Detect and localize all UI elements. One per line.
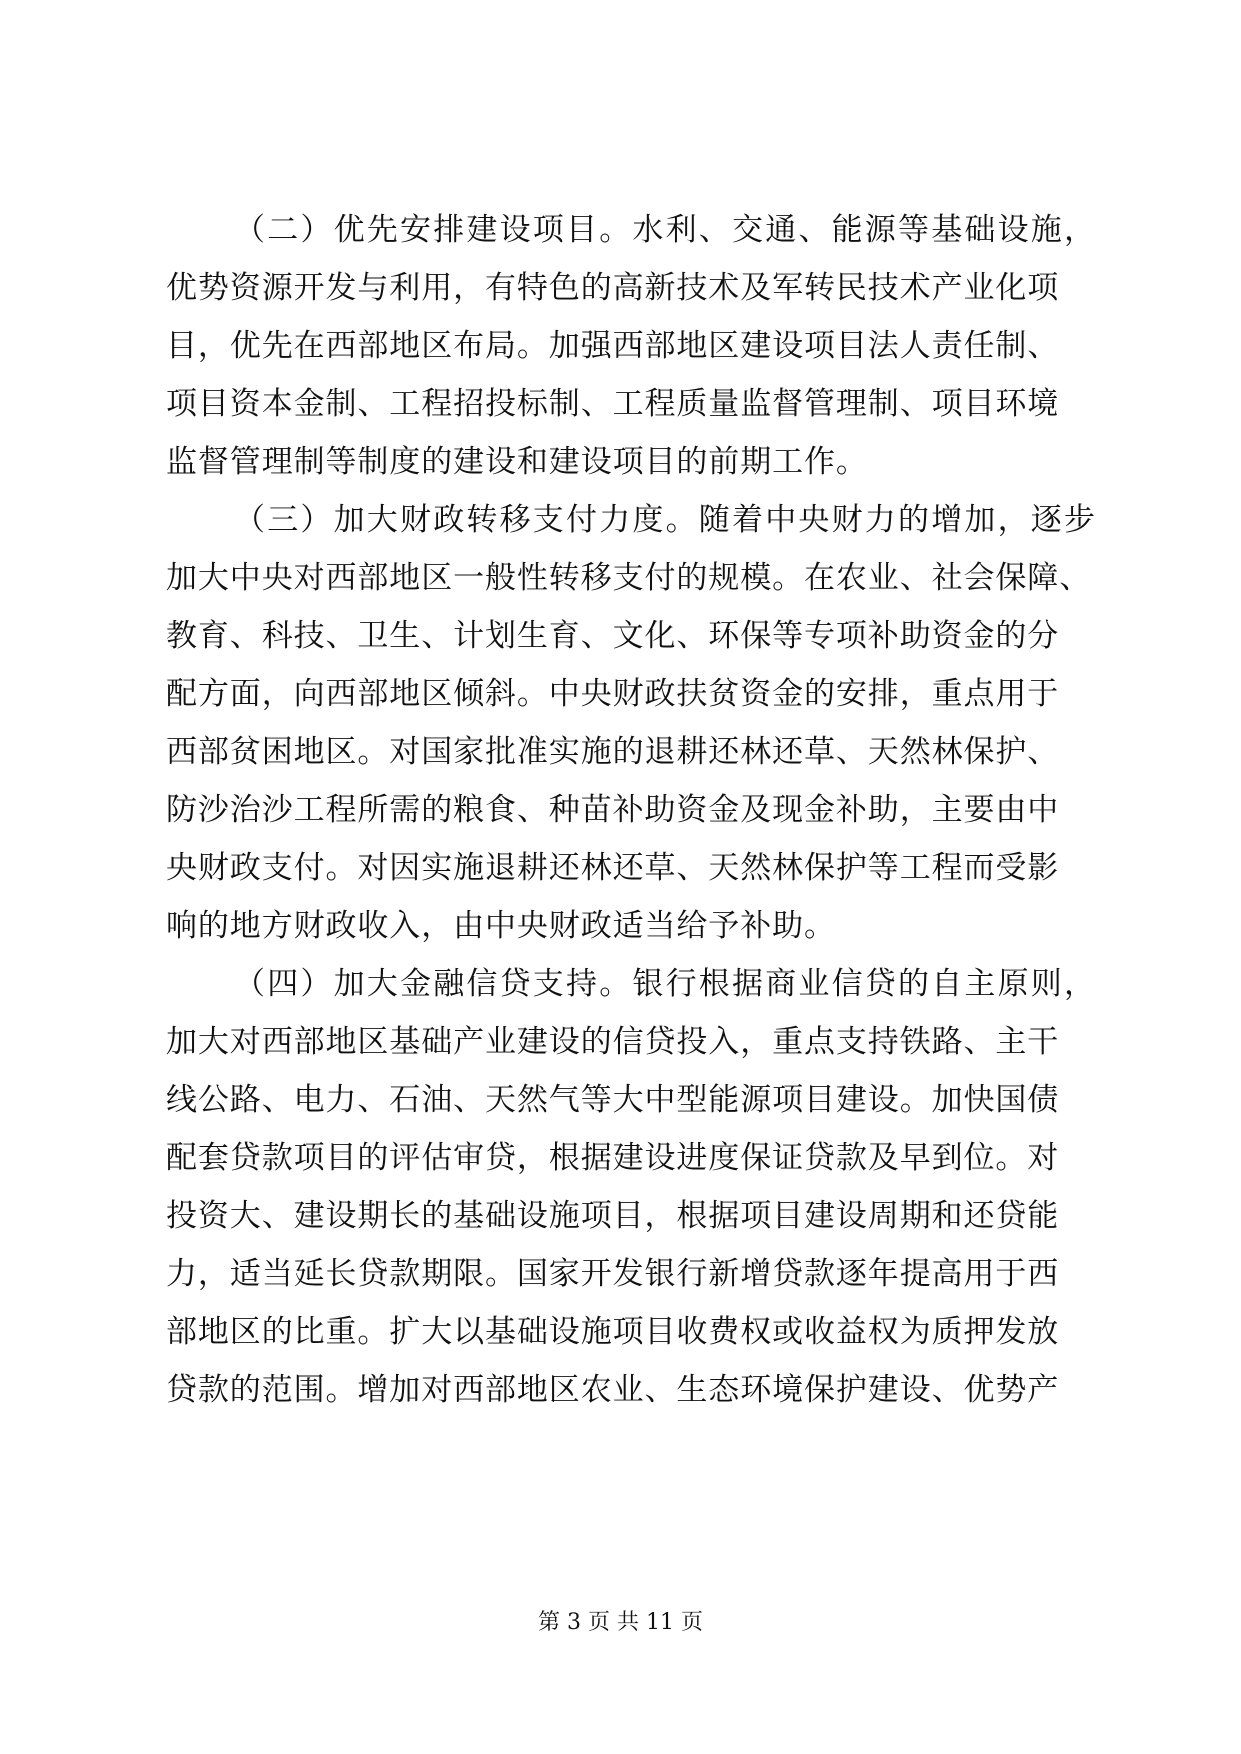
paragraph-line: （四）加大金融信贷支持。银行根据商业信贷的自主原则， xyxy=(234,966,1098,1002)
paragraph-line: 部地区的比重。扩大以基础设施项目收费权或收益权为质押发放 xyxy=(166,1314,1060,1350)
paragraph-line: 西部贫困地区。对国家批准实施的退耕还林还草、天然林保护、 xyxy=(166,734,1060,770)
paragraph-line: 监督管理制等制度的建设和建设项目的前期工作。 xyxy=(166,444,868,480)
paragraph-line: 投资大、建设期长的基础设施项目，根据项目建设周期和还贷能 xyxy=(166,1198,1060,1234)
page-number-footer: 第 3 页 共 11 页 xyxy=(538,1610,703,1635)
paragraph-line: 项目资本金制、工程招投标制、工程质量监督管理制、项目环境 xyxy=(166,386,1060,422)
paragraph-line: 力，适当延长贷款期限。国家开发银行新增贷款逐年提高用于西 xyxy=(166,1256,1060,1292)
paragraph-fiscal-transfer xyxy=(166,491,1098,955)
paragraph-line: 配方面，向西部地区倾斜。中央财政扶贫资金的安排，重点用于 xyxy=(166,676,1060,712)
paragraph-financial-credit xyxy=(166,955,1098,1419)
paragraph-line: 教育、科技、卫生、计划生育、文化、环保等专项补助资金的分 xyxy=(166,618,1060,654)
paragraph-line: 加大对西部地区基础产业建设的信贷投入，重点支持铁路、主干 xyxy=(166,1024,1060,1060)
paragraph-line: 配套贷款项目的评估审贷，根据建设进度保证贷款及早到位。对 xyxy=(166,1140,1060,1176)
paragraph-line: 加大中央对西部地区一般性转移支付的规模。在农业、社会保障、 xyxy=(166,560,1092,596)
paragraph-line: 优势资源开发与利用，有特色的高新技术及军转民技术产业化项 xyxy=(166,270,1060,306)
document-body xyxy=(166,201,1098,1419)
paragraph-line: 线公路、电力、石油、天然气等大中型能源项目建设。加快国债 xyxy=(166,1082,1060,1118)
paragraph-line: 防沙治沙工程所需的粮食、种苗补助资金及现金补助，主要由中 xyxy=(166,792,1060,828)
paragraph-line: 央财政支付。对因实施退耕还林还草、天然林保护等工程而受影 xyxy=(166,850,1060,886)
paragraph-line: 贷款的范围。增加对西部地区农业、生态环境保护建设、优势产 xyxy=(166,1372,1060,1408)
paragraph-priority-projects xyxy=(166,201,1098,491)
paragraph-line: 响的地方财政收入，由中央财政适当给予补助。 xyxy=(166,908,836,944)
paragraph-line: （二）优先安排建设项目。水利、交通、能源等基础设施， xyxy=(234,212,1098,248)
paragraph-line: （三）加大财政转移支付力度。随着中央财力的增加，逐步 xyxy=(234,502,1098,538)
paragraph-line: 目，优先在西部地区布局。加强西部地区建设项目法人责任制、 xyxy=(166,328,1060,364)
